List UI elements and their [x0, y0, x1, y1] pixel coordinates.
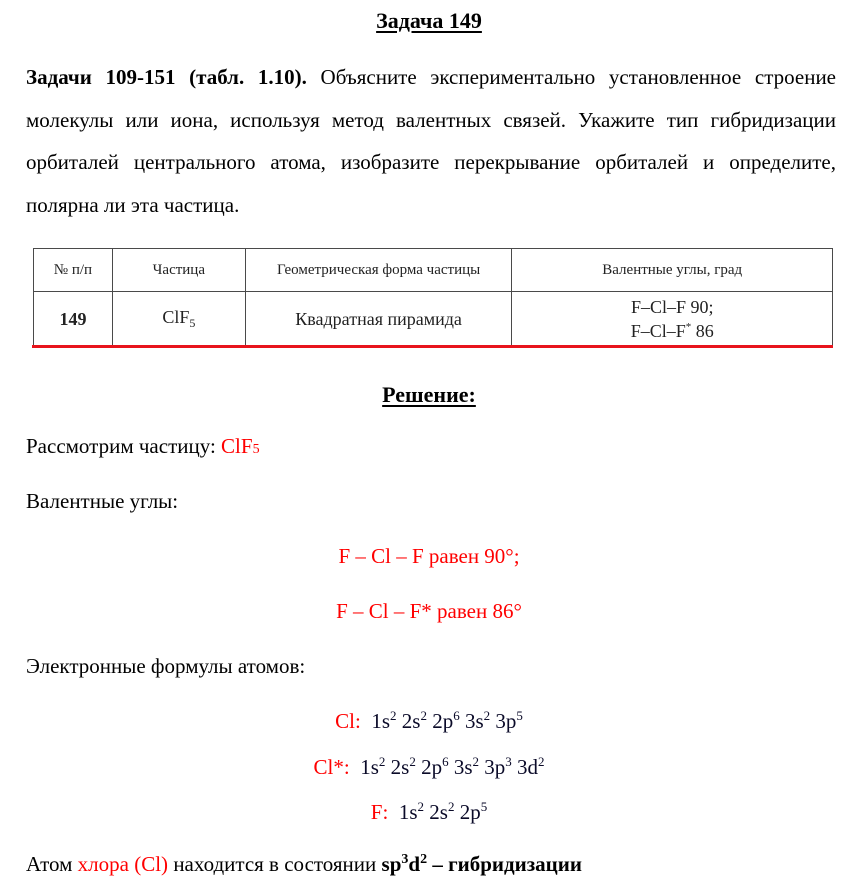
angle-line-1: F–Cl–F 90;	[630, 297, 714, 317]
orbital-term: $3s^2$	[453, 754, 479, 779]
atom-symbol: Cl:	[335, 709, 372, 733]
table-header-row	[34, 249, 833, 292]
hyb-d: d	[408, 852, 421, 876]
orbital-term: $3d^2$	[517, 754, 545, 779]
electron-count: 6	[442, 754, 449, 769]
orbital-term: $1s^2$	[371, 708, 397, 733]
consider-subscript: 5	[252, 442, 260, 457]
electron-count: 2	[420, 708, 427, 723]
formula-f	[0, 799, 858, 825]
task-statement	[26, 56, 836, 226]
electron-count: 5	[516, 708, 523, 723]
orbital-term: $2p^5$	[459, 799, 488, 824]
header-angles: Валентные углы, град	[512, 249, 833, 292]
orbital-term: $1s^2$	[360, 754, 386, 779]
electron-count: 5	[480, 799, 488, 814]
cell-number: 149	[34, 292, 113, 347]
angle2-base: F–Cl–F	[630, 321, 686, 341]
electron-count: 2	[378, 754, 386, 769]
angle-line-2	[512, 317, 832, 341]
atom-symbol: Cl*:	[313, 755, 361, 779]
formula-cl-excited	[0, 754, 858, 780]
atom-symbol: F:	[370, 800, 399, 824]
consider-label: Рассмотрим частицу:	[26, 434, 222, 458]
task-text: Объясните экспериментально установленное строение молекулы или иона, используя метод валентных связей. Укажите тип гибридизации орбиталей центрального атома, изобразите перекрывание орбиталей и определите, полярна ли эта частица.	[26, 65, 837, 217]
electron-count: 6	[453, 708, 460, 723]
header-shape: Геометрическая форма частицы	[245, 249, 512, 292]
angle-statement-1: F – Cl – F равен 90°;	[338, 544, 520, 568]
table-bottom-rule	[32, 345, 833, 348]
orbital-term: $2s^2$	[401, 708, 427, 733]
orbital-term: $1s^2$	[398, 799, 424, 824]
angles-label: Валентные углы:	[26, 489, 179, 513]
conclusion-atom: хлора (Cl)	[77, 852, 169, 876]
orbital-term: $2s^2$	[429, 799, 455, 824]
conclusion-line	[26, 852, 582, 877]
data-table	[33, 248, 833, 347]
orbital-term: $3s^2$	[464, 708, 491, 733]
formula-cl	[0, 708, 858, 734]
electron-count: 3	[505, 754, 512, 769]
electron-count: 2	[472, 754, 479, 769]
cell-shape: Квадратная пирамида	[245, 292, 512, 347]
orbital-term: $2p^6$	[421, 754, 449, 779]
page-title: Задача 149	[376, 8, 482, 33]
orbital-term: $2p^6$	[432, 708, 460, 733]
electron-count: 2	[538, 754, 545, 769]
hyb-suffix: – гибридизации	[427, 852, 582, 876]
header-particle: Частица	[112, 249, 245, 292]
particle-subscript: 5	[189, 316, 196, 330]
orbital-term: $3p^3$	[484, 754, 512, 779]
header-number: № п/п	[34, 249, 113, 292]
orbital-term: $3p^5$	[495, 708, 523, 733]
angle2-star: *	[685, 321, 692, 333]
angle-statement-2: F – Cl – F* равен 86°	[336, 599, 522, 623]
consider-formula: ClF	[221, 434, 253, 458]
conclusion-middle: находится в состоянии	[168, 852, 382, 876]
hyb-sp-sup: 3	[401, 852, 409, 867]
hyb-d-sup: 2	[420, 852, 428, 867]
particle-formula: ClF	[162, 307, 190, 327]
hyb-sp: sp	[381, 852, 402, 876]
electron-count: 2	[409, 754, 416, 769]
solution-heading: Решение:	[382, 382, 476, 407]
angle2-value: 86	[691, 321, 714, 341]
electron-label: Электронные формулы атомов:	[26, 654, 306, 678]
conclusion-hybridization	[382, 852, 582, 876]
orbital-term: $2s^2$	[390, 754, 416, 779]
cell-particle	[112, 292, 245, 347]
electron-count: 2	[483, 708, 491, 723]
task-reference: Задачи 109-151 (табл. 1.10).	[26, 65, 307, 89]
consider-line	[26, 434, 260, 459]
cell-angles	[512, 292, 833, 347]
electron-count: 2	[390, 708, 397, 723]
table-row	[34, 292, 833, 347]
electron-count: 2	[447, 799, 455, 814]
electron-count: 2	[417, 799, 424, 814]
conclusion-prefix: Атом	[26, 852, 78, 876]
